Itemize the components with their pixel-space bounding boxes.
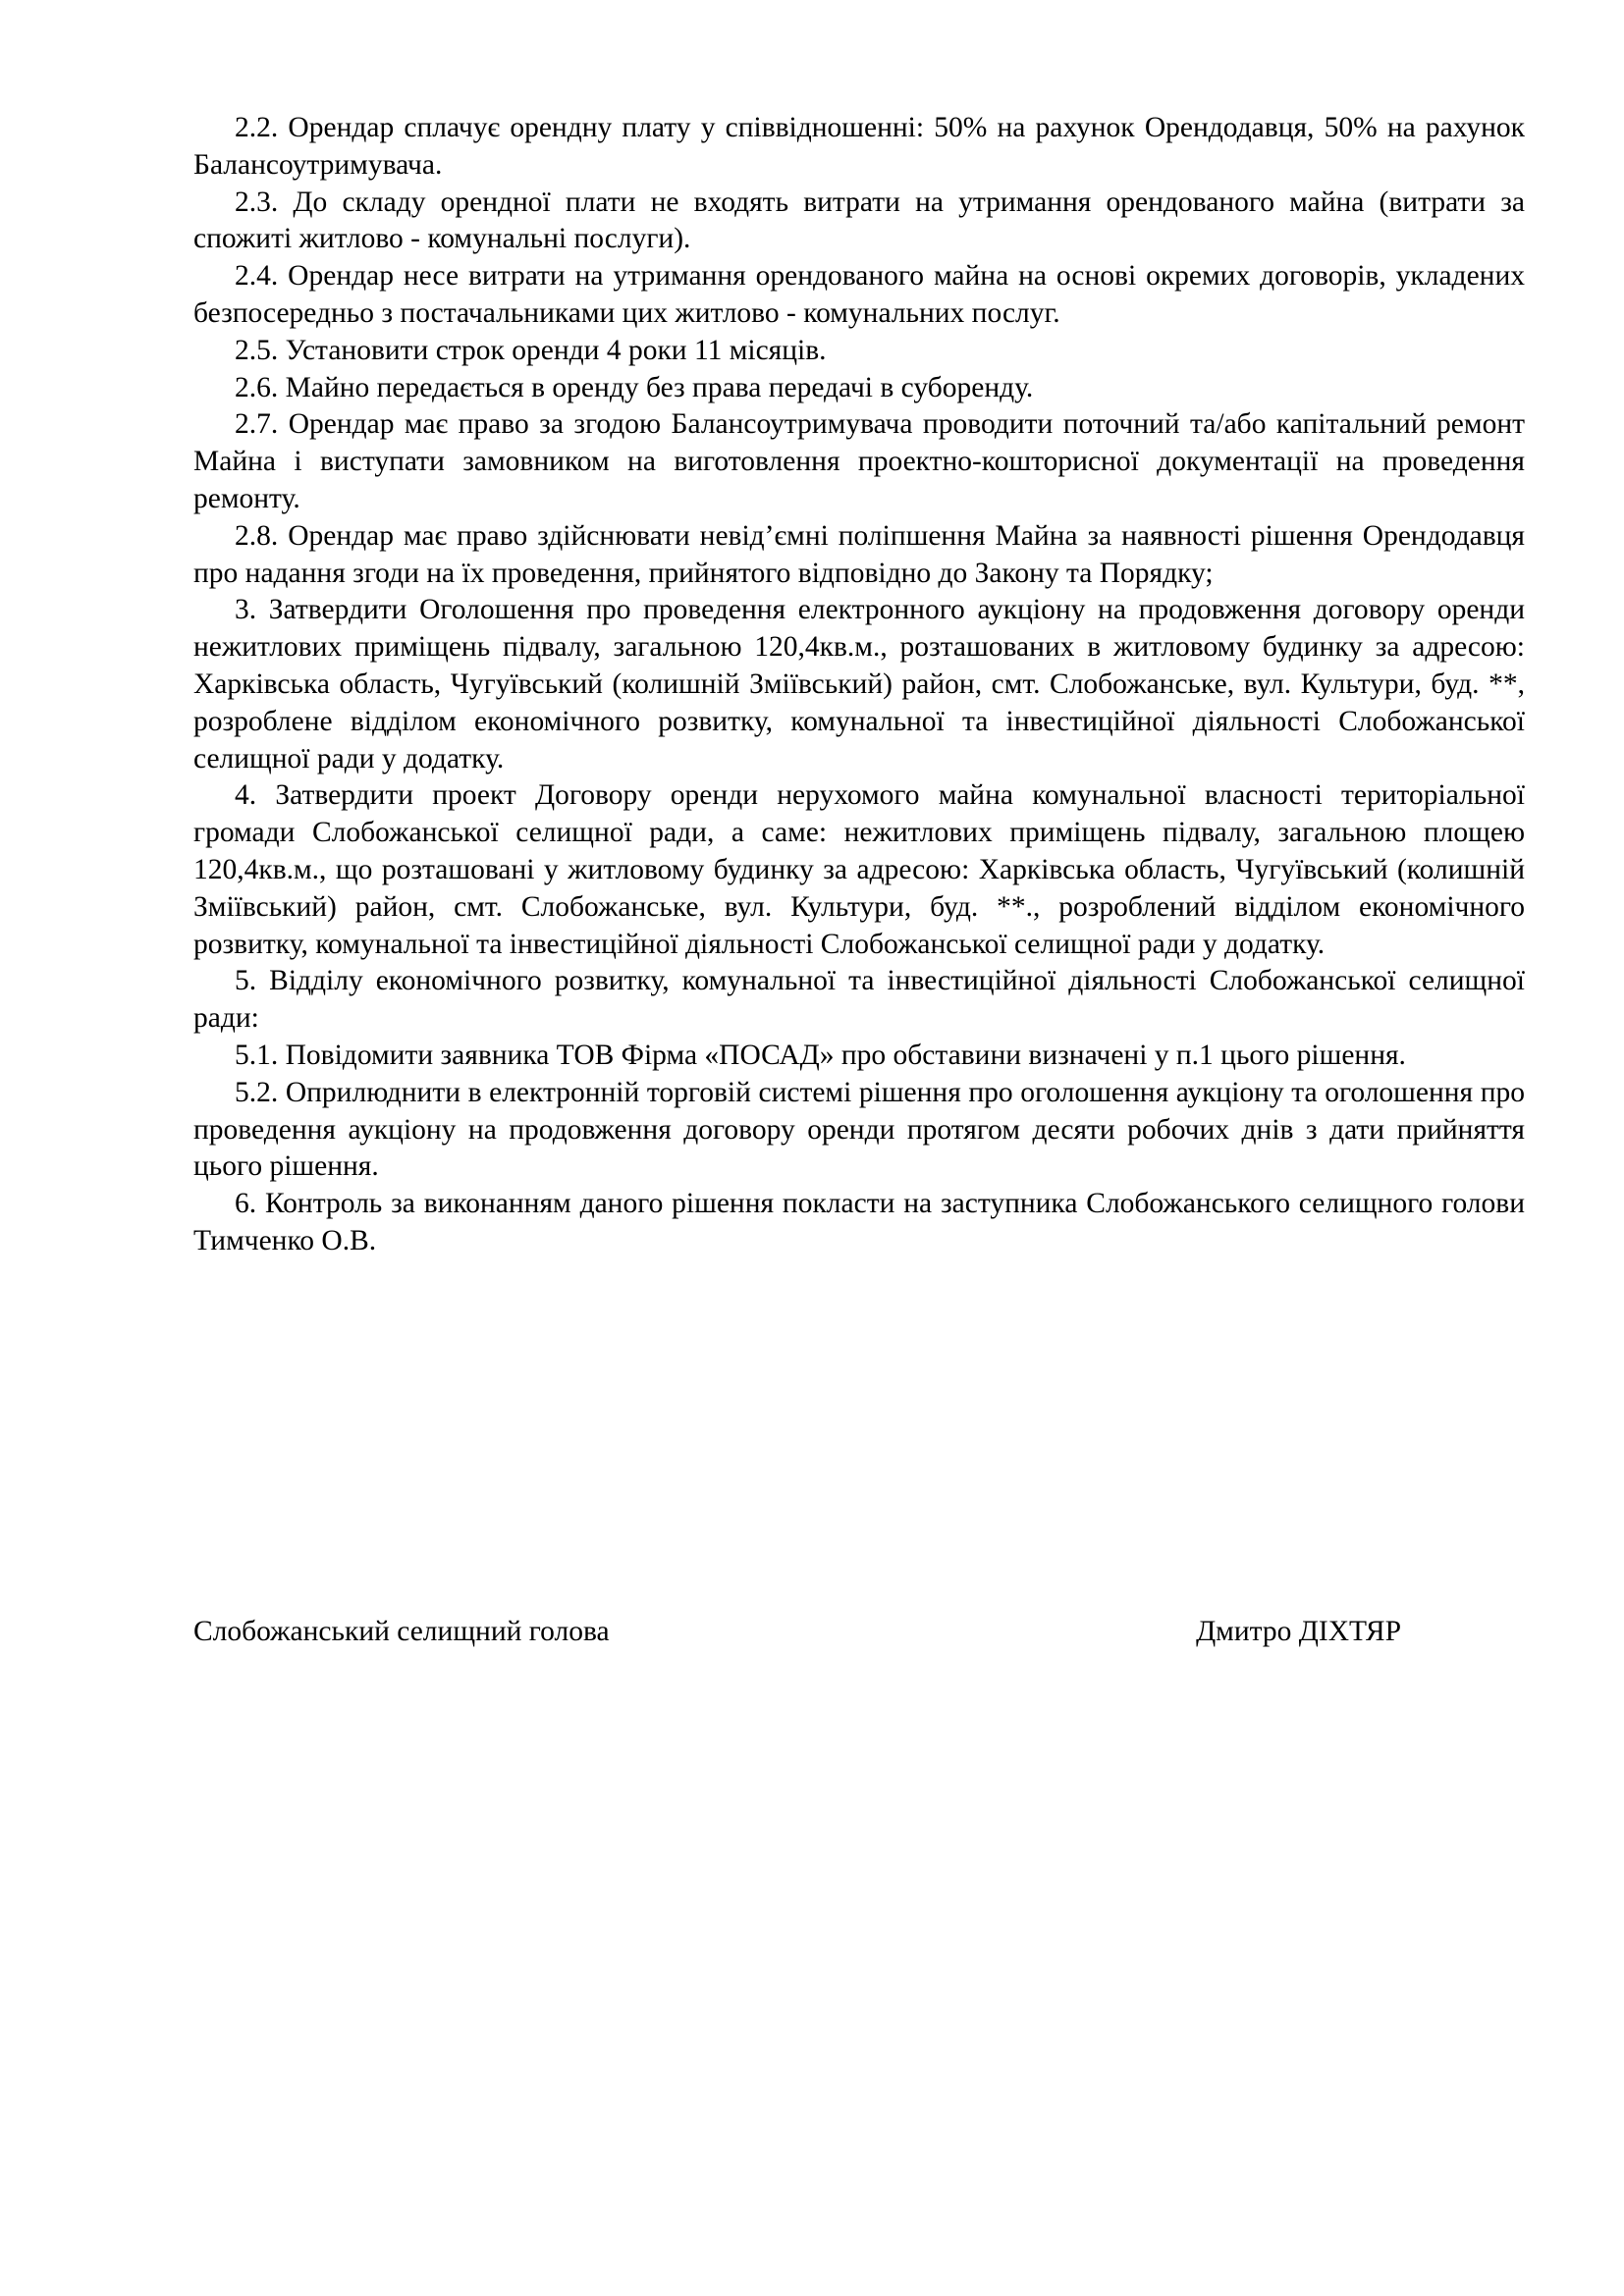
paragraph-6: 6. Контроль за виконанням даного рішення покласти на заступника Слобожанського селищного голови Тимченко О.В. <box>193 1188 1525 1256</box>
paragraph-2-3: 2.3. До складу орендної плати не входять витрати на утримання орендованого майна (витрати за спожиті житлово - комунальні послуги). <box>193 186 1525 255</box>
paragraph-5-1: 5.1. Повідомити заявника ТОВ Фірма «ПОСАД» про обставини визначені у п.1 цього рішення. <box>235 1039 1406 1071</box>
paragraph-2-8: 2.8. Орендар має право здійснювати невід’ємні поліпшення Майна за наявності рішення Орендодавця про надання згоди на їх проведення, прийнятого відповідно до Закону та Порядку; <box>193 519 1525 589</box>
signatory-name: Дмитро ДІХТЯР <box>1196 1616 1401 1647</box>
paragraph-5: 5. Відділу економічного розвитку, комунальної та інвестиційної діяльності Слобожанської селищної ради: <box>193 965 1525 1035</box>
paragraph-2-6: 2.6. Майно передається в оренду без права передачі в суборенду. <box>235 371 1034 403</box>
paragraph-4: 4. Затвердити проект Договору оренди нерухомого майна комунальної власності територіальної громади Слобожанської селищної ради, а саме: нежитлових приміщень підвалу, загальною площею 120,4кв.м., що розташовані у житловому будинку за адресою: Харківська область, Чугуївський (колишній Зміївський) район, смт. Слобожанське, вул. Культури, буд. **., розроблений відділом економічного розвитку, комунальної та інвестиційної діяльності Слобожанської селищної ради у додатку. <box>193 779 1525 960</box>
paragraph-2-7: 2.7. Орендар має право за згодою Балансоутримувача проводити поточний та/або капітальний ремонт Майна і виступати замовником на виготовлення проектно-кошторисної документації на проведення ремонту. <box>193 408 1525 514</box>
paragraph-5-2: 5.2. Оприлюднити в електронній торговій системі рішення про оголошення аукціону та оголошення про проведення аукціону на продовження договору оренди протягом десяти робочих днів з дати прийняття цього рішення. <box>193 1076 1525 1183</box>
paragraph-2-4: 2.4. Орендар несе витрати на утримання орендованого майна на основі окремих договорів, укладених безпосередньо з постачальниками цих житлово - комунальних послуг. <box>193 260 1525 329</box>
paragraph-3: 3. Затвердити Оголошення про проведення електронного аукціону на продовження договору оренди нежитлових приміщень підвалу, загальною 120,4кв.м., розташованих в житловому будинку за адресою: Харківська область, Чугуївський (колишній Зміївський) район, смт. Слобожанське, вул. Культури, буд. **, розроблене відділом економічного розвитку, комунальної та інвестиційної діяльності Слобожанської селищної ради у додатку. <box>193 594 1525 774</box>
paragraph-2-2: 2.2. Орендар сплачує орендну плату у співвідношенні: 50% на рахунок Орендодавця, 50% на рахунок Балансоутримувача. <box>193 112 1525 181</box>
document-body <box>193 110 1525 1260</box>
signatory-position: Слобожанський селищний голова <box>193 1616 610 1647</box>
paragraph-2-5: 2.5. Установити строк оренди 4 роки 11 місяців. <box>235 334 827 366</box>
